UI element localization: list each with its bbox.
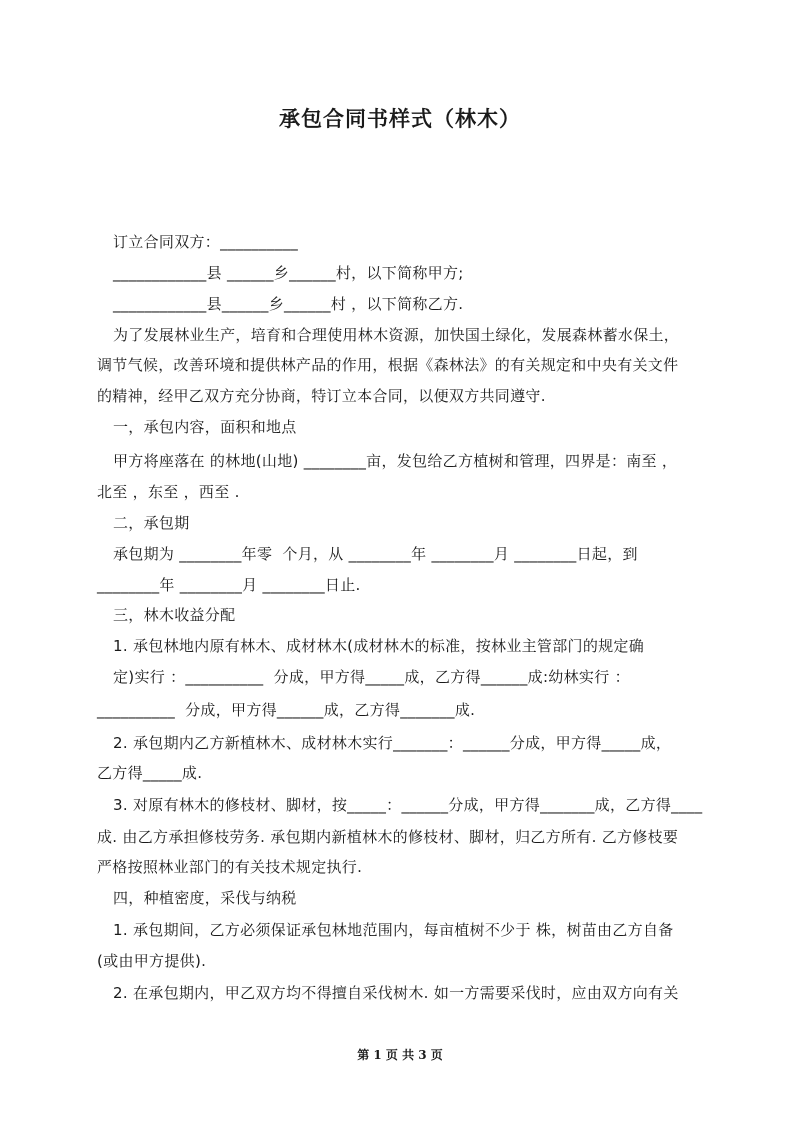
section-heading: 二，承包期 [113, 514, 190, 532]
text-line: 订立合同双方：__________ [113, 233, 299, 251]
text-line: ____________县______乡______村 ，以下简称乙方. [113, 295, 464, 313]
text-line: 承包期为 ________年零 个月，从 ________年 ________月 ________日起，到 [113, 545, 638, 563]
text-line: ________年 ________月 ________日止. [97, 576, 361, 594]
text-line: 北至 ，东至 ，西至 . [97, 483, 240, 501]
page-footer: 第 1 页 共 3 页 [357, 1048, 443, 1062]
section-heading: 三，林木收益分配 [113, 606, 236, 624]
text-line: 的精神，经甲乙双方充分协商，特订立本合同，以便双方共同遵守. [97, 387, 546, 405]
text-line: 2. 承包期内乙方新植林木、成材林木实行_______：______分成，甲方得_____成， [113, 734, 672, 752]
text-line: 严格按照林业部门的有关技术规定执行. [97, 858, 363, 876]
text-line: 定)实行 ：__________ 分成，甲方得_____成，乙方得______成:幼林实行 ： [113, 668, 630, 686]
text-line: 为了发展林业生产，培育和合理使用林木资源，加快国土绿化，发展森林蓄水保土， [113, 326, 680, 344]
text-line: 3. 对原有林木的修枝材、脚材，按_____：______分成，甲方得_______成，乙方得____ [113, 796, 703, 814]
text-line: (或由甲方提供). [97, 952, 207, 970]
section-heading: 一，承包内容，面积和地点 [113, 418, 297, 436]
text-line: 成. 由乙方承担修枝劳务. 承包期内新植林木的修枝材、脚材，归乙方所有. 乙方修枝要 [97, 828, 679, 846]
document-title: 承包合同书样式（林木） [279, 107, 521, 131]
text-line: ____________县 ______乡______村，以下简称甲方; [113, 264, 464, 282]
text-line: __________ 分成，甲方得______成，乙方得_______成. [97, 701, 476, 719]
section-heading: 四，种植密度，采伐与纳税 [113, 889, 297, 907]
text-line: 1. 承包期间，乙方必须保证承包林地范围内，每亩植树不少于 株，树苗由乙方自备 [113, 921, 674, 939]
text-line: 调节气候，改善环境和提供林产品的作用，根据《森林法》的有关规定和中央有关文件 [97, 356, 679, 374]
text-line: 甲方将座落在 的林地(山地) ________亩，发包给乙方植树和管理，四界是：南至 ， [113, 452, 678, 470]
text-line: 1. 承包林地内原有林木、成材林木(成材林木的标准，按林业主管部门的规定确 [113, 637, 645, 655]
text-line: 乙方得_____成. [97, 764, 203, 782]
text-line: 2. 在承包期内，甲乙双方均不得擅自采伐树木. 如一方需要采伐时，应由双方向有关 [113, 984, 679, 1002]
